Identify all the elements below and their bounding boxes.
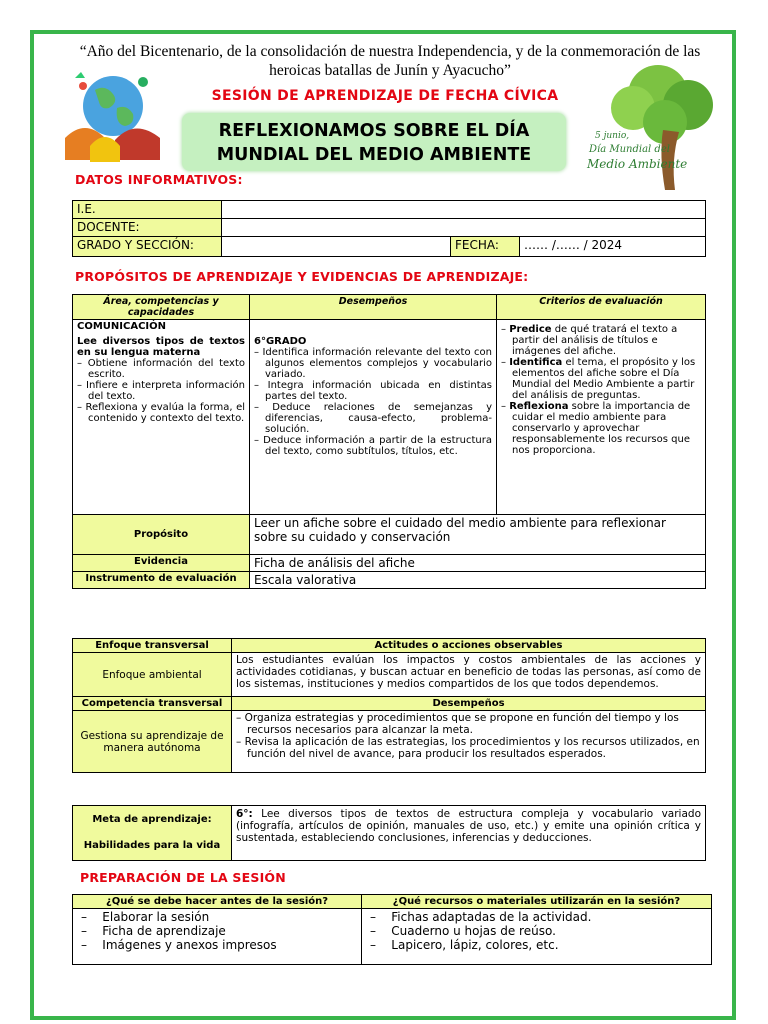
antes-item: – Ficha de aprendizaje bbox=[81, 924, 357, 938]
comp-item: – Revisa la aplicación de las estrategias, los procedimientos y los recursos utilizados, en función del nivel de avance, para producir los resultados esperados. bbox=[236, 736, 701, 760]
capacidad-item: – Obtiene información del texto escrito. bbox=[77, 358, 245, 380]
grado-label: GRADO Y SECCIÓN: bbox=[73, 237, 222, 257]
instrumento-label: Instrumento de evaluación bbox=[73, 572, 250, 589]
col-recursos: ¿Qué recursos o materiales utilizarán en la sesión? bbox=[362, 895, 712, 909]
evidencia-value: Ficha de análisis del afiche bbox=[250, 555, 706, 572]
col-antes: ¿Qué se debe hacer antes de la sesión? bbox=[73, 895, 362, 909]
globe-hands-logo bbox=[55, 68, 170, 168]
tree-logo bbox=[583, 60, 733, 195]
docente-label: DOCENTE: bbox=[73, 219, 222, 237]
comp-label: Competencia transversal bbox=[73, 697, 232, 711]
meta-labels-cell bbox=[73, 806, 232, 861]
comp-name: Gestiona su aprendizaje de manera autónoma bbox=[73, 711, 232, 773]
tree-logo-line1: 5 junio, bbox=[595, 131, 630, 141]
meta-text: Lee diversos tipos de textos de estructura compleja y vocabulario variado (infografía, artículos de opinión, manuales de uso, etc.) y emite una opinión crítica y sustentada, estableciendo conclusiones, inferencias y deducciones. bbox=[236, 808, 701, 844]
col-enfoque: Enfoque transversal bbox=[73, 639, 232, 653]
meta-text-cell bbox=[232, 806, 706, 861]
propositos-table bbox=[72, 294, 706, 589]
area-name: COMUNICACIÓN bbox=[77, 321, 167, 332]
criterios-list bbox=[501, 324, 701, 456]
comp-items-list bbox=[236, 712, 701, 760]
enfoque-name: Enfoque ambiental bbox=[73, 653, 232, 697]
desempeno-item: – Integra información ubicada en distintas partes del texto. bbox=[254, 380, 492, 402]
criterios-cell bbox=[497, 320, 706, 515]
recursos-list bbox=[366, 910, 707, 952]
grado-6: 6°GRADO bbox=[254, 336, 307, 347]
meta-grade: 6°: bbox=[236, 808, 253, 820]
antes-list bbox=[77, 910, 357, 952]
desempeno-item: – Deduce información a partir de la estructura del texto, como subtítulos, títulos, etc. bbox=[254, 435, 492, 457]
desempeno-item: – Identifica información relevante del texto con algunos elementos complejos y vocabulario variado. bbox=[254, 347, 492, 380]
proposito-label: Propósito bbox=[73, 515, 250, 555]
criterio-item: – Reflexiona sobre la importancia de cuidar el medio ambiente para conservarlo y aprovechar responsablemente los recursos que nos proporciona. bbox=[501, 401, 701, 456]
recursos-cell bbox=[362, 909, 712, 965]
datos-heading: DATOS INFORMATIVOS: bbox=[75, 172, 243, 187]
proposito-value: Leer un afiche sobre el cuidado del medio ambiente para reflexionar sobre su cuidado y conservación bbox=[250, 515, 706, 555]
ie-label: I.E. bbox=[73, 201, 222, 219]
col-criterios: Criterios de evaluación bbox=[497, 295, 706, 320]
instrumento-value: Escala valorativa bbox=[250, 572, 706, 589]
tree-logo-line2: Día Mundial del bbox=[589, 144, 670, 155]
recurso-item: – Fichas adaptadas de la actividad. bbox=[370, 910, 707, 924]
tree-logo-line3: Medio Ambiente bbox=[587, 157, 688, 171]
capacidad-item: – Reflexiona y evalúa la forma, el contenido y contexto del texto. bbox=[77, 402, 245, 424]
capacidad-item: – Infiere e interpreta información del texto. bbox=[77, 380, 245, 402]
meta-label: Meta de aprendizaje: bbox=[92, 814, 212, 825]
col-actitudes: Actitudes o acciones observables bbox=[232, 639, 706, 653]
habilidades-label: Habilidades para la vida bbox=[83, 840, 221, 851]
comp-desempenos-label: Desempeños bbox=[232, 697, 706, 711]
session-type: SESIÓN DE APRENDIZAJE DE FECHA CÍVICA bbox=[211, 88, 559, 104]
antes-item: – Elaborar la sesión bbox=[81, 910, 357, 924]
desempenos-cell bbox=[250, 320, 497, 515]
fecha-label: FECHA: bbox=[451, 237, 520, 257]
datos-table bbox=[72, 200, 706, 257]
desempenos-list bbox=[254, 347, 492, 457]
meta-table bbox=[72, 805, 706, 861]
preparacion-table bbox=[72, 894, 712, 965]
col-area: Área, competencias y capacidades bbox=[73, 295, 250, 320]
criterio-item: – Predice de qué tratará el texto a partir del análisis de títulos e imágenes del afiche. bbox=[501, 324, 701, 357]
ie-value[interactable] bbox=[222, 201, 706, 219]
area-cell bbox=[73, 320, 250, 515]
competencia: Lee diversos tipos de textos en su lengua materna bbox=[77, 336, 245, 358]
antes-item: – Imágenes y anexos impresos bbox=[81, 938, 357, 952]
comp-item: – Organiza estrategias y procedimientos que se propone en función del tiempo y los recursos necesarios para alcanzar la meta. bbox=[236, 712, 701, 736]
capacidades-list bbox=[77, 358, 245, 424]
col-desempenos: Desempeños bbox=[250, 295, 497, 320]
session-main-title: REFLEXIONAMOS SOBRE EL DÍA MUNDIAL DEL MEDIO AMBIENTE bbox=[182, 113, 566, 171]
propositos-heading: PROPÓSITOS DE APRENDIZAJE Y EVIDENCIAS DE APRENDIZAJE: bbox=[75, 269, 529, 284]
preparacion-heading: PREPARACIÓN DE LA SESIÓN bbox=[80, 870, 286, 885]
antes-cell bbox=[73, 909, 362, 965]
enfoque-text: Los estudiantes evalúan los impactos y costos ambientales de las acciones y actividades cotidianas, y buscan actuar en beneficio de todas las personas, así como de los sistemas, instituciones y medios compartidos de los que todos dependemos. bbox=[232, 653, 706, 697]
docente-value[interactable] bbox=[222, 219, 706, 237]
recurso-item: – Lapicero, lápiz, colores, etc. bbox=[370, 938, 707, 952]
fecha-value[interactable]: …… /…… / 2024 bbox=[520, 237, 706, 257]
evidencia-label: Evidencia bbox=[73, 555, 250, 572]
criterio-item: – Identifica el tema, el propósito y los elementos del afiche sobre el Día Mundial del Medio Ambiente a partir del análisis de preguntas. bbox=[501, 357, 701, 401]
desempeno-item: – Deduce relaciones de semejanzas y diferencias, causa-efecto, problema-solución. bbox=[254, 402, 492, 435]
grado-value[interactable] bbox=[222, 237, 451, 257]
comp-items-cell bbox=[232, 711, 706, 773]
recurso-item: – Cuaderno u hojas de reúso. bbox=[370, 924, 707, 938]
enfoque-table bbox=[72, 638, 706, 773]
year-motto: “Año del Bicentenario, de la consolidación de nuestra Independencia, y de la conmemoración de las heroicas batallas de Junín y Ayacucho” bbox=[79, 43, 701, 79]
